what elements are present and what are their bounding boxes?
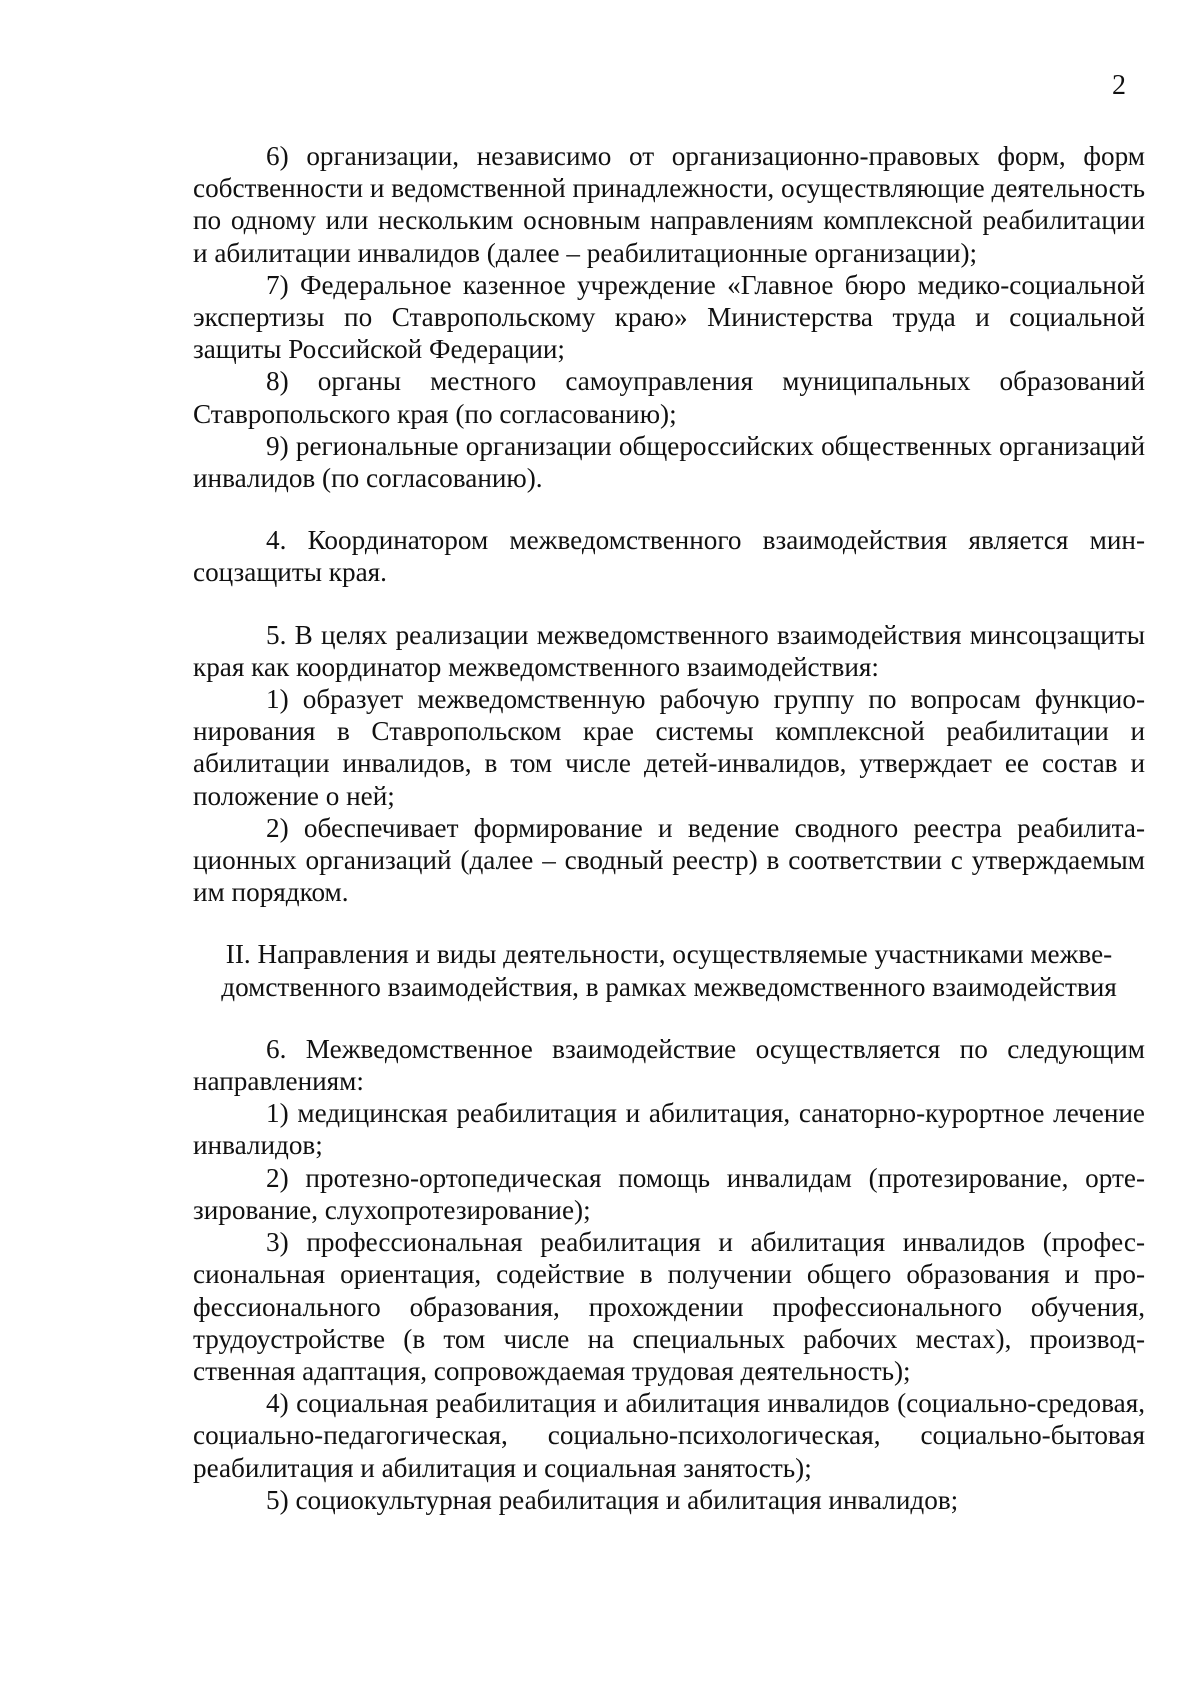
paragraph-clause-6-intro: 6. Межведомственное взаимодействие осуществляется по следующим направлениям: bbox=[193, 1033, 1145, 1097]
paragraph-clause-6-item-2: 2) протезно-ортопедическая помощь инвалидам (протезирование, ортезирование, слухопротезирование); bbox=[193, 1162, 1145, 1225]
paragraph-item-6-organizations: 6) организации, независимо от организационно-правовых форм, форм собственности и ведомственной принадлежности, осуществляющие деятельность по одному или нескольким основным направлениям комплексной реабилитации и абилитации инвалидов (далее – реабилитационные организации); bbox=[193, 141, 1145, 268]
document-body bbox=[193, 140, 1145, 1516]
paragraph-clause-6-item-1: 1) медицинская реабилитация и абилитация, санаторно-курортное лечение инвалидов; bbox=[193, 1098, 1145, 1161]
paragraph-item-9-regional-organizations: 9) региональные организации общероссийских общественных организаций инвалидов (по согласованию). bbox=[193, 430, 1145, 494]
paragraph-clause-5-item-1: 1) образует межведомственную рабочую группу по вопросам функционирования в Ставропольском крае системы комплексной реабилитации и абилитации инвалидов, в том числе детей-инвалидов, утверждает ее состав и положение о ней; bbox=[193, 684, 1145, 811]
paragraph-clause-5-item-2: 2) обеспечивает формирование и ведение сводного реестра реабилитационных организаций (далее – сводный реестр) в соответствии с утверждаемым им порядком. bbox=[193, 812, 1145, 908]
paragraph-item-8-local-government: 8) органы местного самоуправления муниципальных образований Ставропольского края (по согласованию); bbox=[193, 366, 1145, 429]
paragraph-clause-6-item-5: 5) социокультурная реабилитация и абилитация инвалидов; bbox=[266, 1484, 959, 1515]
page-number: 2 bbox=[1112, 70, 1126, 101]
paragraph-clause-6-item-3: 3) профессиональная реабилитация и абилитация инвалидов (профессиональная ориентация, содействие в получении общего образования и профессионального образования, прохождении профессионального обучения, трудоустройстве (в том числе на специальных рабочих местах), производственная адаптация, сопровождаемая трудовая деятельность); bbox=[193, 1227, 1145, 1386]
paragraph-clause-5-intro: 5. В целях реализации межведомственного взаимодействия минсоцзащиты края как координатор межведомственного взаимодействия: bbox=[193, 619, 1145, 682]
section-heading-ii: II. Направления и виды деятельности, осуществляемые участниками межведомственного взаимодействия, в рамках межведомственного взаимодействия bbox=[221, 939, 1117, 1002]
paragraph-item-7-bureau: 7) Федеральное казенное учреждение «Главное бюро медико-социальной экспертизы по Ставропольскому краю» Министерства труда и социальной защиты Российской Федерации; bbox=[193, 269, 1145, 365]
paragraph-clause-4-coordinator: 4. Координатором межведомственного взаимодействия является минсоцзащиты края. bbox=[193, 525, 1145, 588]
paragraph-clause-6-item-4: 4) социальная реабилитация и абилитация инвалидов (социально-средовая, социально-педагогическая, социально-психологическая, социально-бытовая реабилитация и абилитация и социальная занятость); bbox=[193, 1388, 1145, 1483]
